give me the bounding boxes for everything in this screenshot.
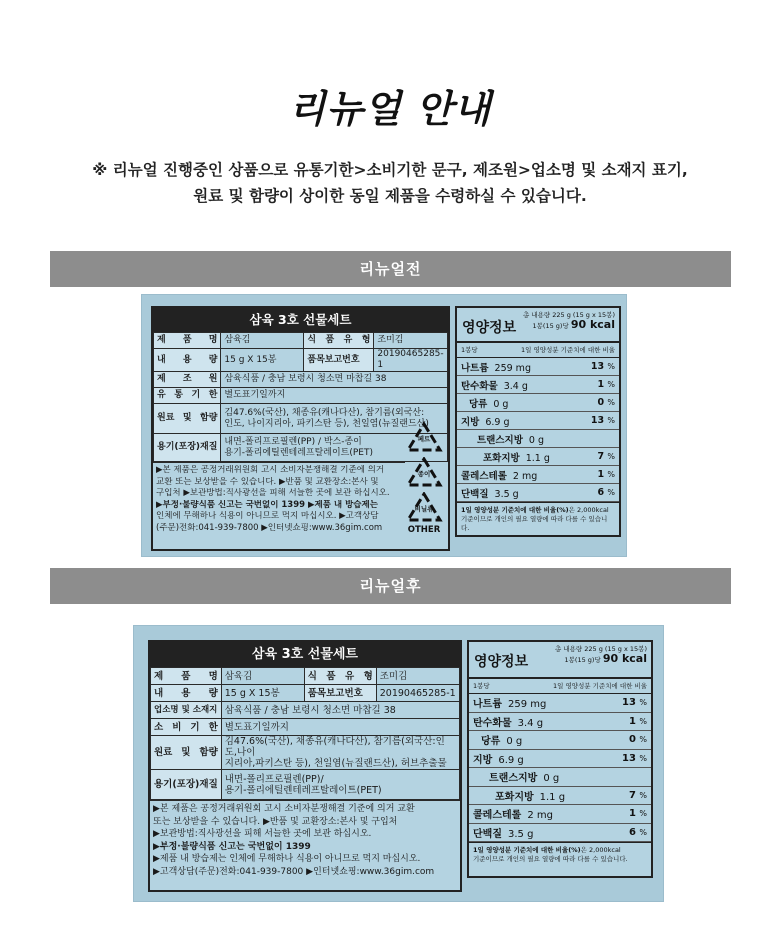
nutrient-name: 단백질: [461, 488, 489, 500]
nutrient-name: 트랜스지방: [489, 773, 538, 785]
spec-value: [221, 736, 459, 770]
serving-prefix: 1봉(15 g)당: [532, 322, 569, 330]
percent-value: 1: [628, 808, 636, 820]
nutrient-percent: [597, 469, 615, 480]
nutrient-row: [469, 787, 651, 806]
nutrient-amount: 3.4 g: [503, 380, 528, 392]
percent-value: 13: [621, 752, 636, 764]
note-line: 구입처 ▶보관방법:직사광선을 피해 서늘한 곳에 보관 하십시오.: [156, 488, 390, 498]
nutrient-name: 콜레스테롤: [473, 810, 522, 822]
nutrition-facts: [467, 640, 653, 878]
nutrient-amount: 2 mg: [512, 470, 538, 482]
nutrient-left: [477, 432, 544, 446]
nutrition-serving: [555, 654, 647, 665]
nutrient-left: [473, 714, 543, 729]
nutrient-name: 지방: [473, 754, 493, 766]
nutrient-name: 콜레스테롤: [461, 470, 507, 482]
foot-rest: 은 2,000kcal: [568, 506, 609, 514]
nutrition-serving: [523, 320, 615, 331]
section-bar-after: 리뉴얼후: [50, 568, 731, 604]
nutrient-percent: [622, 697, 647, 708]
spec-label: 소 비 기 한: [151, 719, 222, 736]
nutrition-title: 영양정보: [474, 654, 529, 670]
ingredients-line: 김47.6%(국산), 채종유(캐나다산), 참기름(외국산:인도,나이: [224, 736, 445, 758]
spec-label: 내 용 량: [154, 349, 221, 372]
nutrient-percent: [591, 361, 615, 372]
note-line: 또는 보상받을 수 있습니다. ▶반품 및 교환장소:본사 및 구입처: [153, 816, 398, 827]
foot-line: 기준이므로 개인의 필요 열량에 따라 다를 수 있습니다.: [473, 855, 628, 863]
nutrient-left: [461, 360, 531, 374]
percent-unit: %: [607, 488, 615, 497]
product-spec-box: [148, 640, 462, 892]
foot-rest: 은 2,000kcal: [580, 846, 621, 854]
nutrient-name: 트랜스지방: [477, 434, 523, 446]
nutrient-left: [461, 486, 519, 500]
spec-value: 20190465285-1: [374, 349, 448, 372]
nutrient-amount: 0 g: [493, 398, 509, 410]
nutrient-left: [461, 468, 537, 482]
ingredients-line: 인도, 나이지리아, 파키스탄 등), 천일염(뉴질랜드산): [224, 418, 429, 429]
nutrient-row: [457, 412, 619, 430]
label-after-renewal: [133, 625, 664, 902]
percent-value: 13: [590, 415, 605, 426]
spec-label: 업소명 및 소재지: [151, 702, 222, 719]
spec-label: 품목보고번호: [304, 349, 374, 372]
foot-line: [473, 846, 647, 855]
percent-value: 6: [628, 826, 636, 838]
per-desc: 1일 영양성분 기준치에 대한 비율: [520, 346, 615, 354]
recycle-marks: [404, 419, 444, 535]
spec-value: 조미김: [374, 333, 448, 349]
nutrient-amount: 6.9 g: [485, 416, 510, 428]
nutrient-amount: 3.5 g: [494, 488, 519, 500]
nutrition-total: 총 내용량 225 g (15 g x 15봉): [523, 311, 615, 319]
percent-value: 1: [597, 379, 605, 390]
nutrient-row: [457, 448, 619, 466]
percent-unit: %: [639, 827, 647, 837]
product-spec-box: [151, 306, 450, 551]
spec-value: [221, 770, 459, 800]
spec-label: 품목보고번호: [304, 685, 376, 702]
spec-label: 용기(포장)재질: [151, 770, 222, 800]
nutrient-name: 단백질: [473, 828, 502, 840]
note-line: ▶본 제품은 공정거래위원회 고시 소비자분쟁해결 기준에 의거: [156, 465, 385, 475]
nutrient-amount: 3.4 g: [517, 717, 544, 729]
recycle-paper-icon: [404, 457, 444, 489]
nutrition-facts: [455, 306, 621, 537]
spec-label: 원료 및 함량: [154, 404, 221, 434]
nutrient-amount: 0 g: [528, 434, 544, 446]
label-before-renewal: [141, 294, 627, 557]
spec-label: 유 통 기 한: [154, 388, 221, 404]
nutrient-amount: 0 g: [506, 736, 523, 748]
nutrient-row: [457, 484, 619, 502]
percent-value: 0: [597, 397, 605, 408]
nutrient-amount: 6.9 g: [498, 754, 524, 766]
percent-value: 1: [597, 469, 605, 480]
nutrient-percent: [629, 790, 647, 801]
nutrient-percent: [629, 808, 647, 819]
section-bar-before: 리뉴얼전: [50, 251, 731, 287]
percent-unit: %: [639, 809, 647, 819]
nutrient-left: [483, 450, 550, 464]
recycle-pet-icon: [404, 422, 444, 454]
percent-unit: %: [607, 470, 615, 479]
foot-line: [461, 506, 615, 515]
nutrient-percent: [629, 734, 647, 745]
spec-value: 15 g X 15봉: [221, 685, 304, 702]
nutrient-name: 당류: [481, 736, 501, 748]
spec-value: 조미김: [376, 668, 459, 685]
nutrition-subheader: [469, 679, 651, 694]
per-label: 1봉당: [461, 346, 478, 354]
spec-table: [150, 667, 460, 800]
spec-value: 삼육식품 / 충남 보령시 청소면 마찹길 38: [221, 702, 459, 719]
nutrient-name: 나트륨: [473, 699, 502, 711]
packaging-line: 내면-폴리프로필렌(PP) / 박스-종이: [224, 436, 362, 447]
nutrient-left: [473, 751, 524, 766]
note-line: ▶제품 내 방습제는 인체에 무해하나 식용이 아니므로 먹지 마십시오.: [153, 854, 421, 864]
nutrient-left: [461, 378, 528, 392]
nutrient-row: [469, 750, 651, 769]
spec-label: 식 품 유 형: [304, 668, 376, 685]
nutrition-footnote: [469, 842, 651, 867]
nutrient-amount: 259 mg: [507, 699, 547, 711]
note-line: 인체에 무해하나 식용이 아니므로 먹지 마십시오. ▶고객상담: [156, 511, 379, 521]
nutrient-left: [469, 396, 508, 410]
nutrient-row: [457, 430, 619, 448]
nutrient-row: [469, 694, 651, 713]
notes-block: [150, 800, 460, 880]
percent-value: 13: [621, 697, 636, 709]
product-title: 삼육 3호 선물세트: [153, 308, 448, 332]
packaging-line: 용기-폴리에틸렌테레프탈레이트(PET): [224, 784, 382, 796]
nutrient-row: [469, 713, 651, 732]
notice-line-2: 원료 및 함량이 상이한 동일 제품을 수령하실 수 있습니다.: [193, 187, 587, 205]
note-line: ▶고객상담(주문)전화:041-939-7800 ▶인터넷쇼핑:www.36gim.com: [153, 866, 435, 877]
spec-value: 삼육식품 / 충남 보령시 청소면 마찹길 38: [221, 372, 448, 388]
recycle-label: 종이: [417, 470, 431, 478]
nutrition-header: [457, 308, 619, 343]
percent-value: 1: [628, 715, 636, 727]
product-title: 삼육 3호 선물세트: [150, 642, 460, 667]
recycle-label: 페트: [417, 435, 431, 443]
nutrient-percent: [629, 827, 647, 838]
nutrient-row: [469, 731, 651, 750]
nutrient-left: [473, 806, 553, 821]
recycle-other-label: OTHER: [407, 525, 441, 535]
nutrient-percent: [591, 415, 615, 426]
nutrient-left: [481, 732, 522, 747]
nutrient-row: [457, 394, 619, 412]
nutrient-name: 탄수화물: [461, 380, 498, 392]
kcal-value: 90 kcal: [602, 652, 647, 665]
nutrition-header: [469, 642, 651, 679]
nutrient-row: [457, 358, 619, 376]
notes-block: [153, 462, 405, 536]
nutrient-name: 포화지방: [483, 452, 520, 464]
page-title: 리뉴얼 안내: [288, 87, 492, 131]
nutrition-meta: [523, 311, 615, 331]
ingredients-line: 지리아,파키스탄 등), 천일염(뉴질랜드산), 허브추출물: [224, 758, 447, 769]
recycle-vinyl-icon: [404, 492, 444, 524]
nutrient-percent: [597, 451, 615, 462]
percent-value: 13: [590, 361, 605, 372]
percent-unit: %: [639, 698, 647, 708]
percent-unit: %: [639, 735, 647, 745]
nutrient-left: [473, 825, 533, 840]
spec-label: 제 품 명: [151, 668, 222, 685]
packaging-line: 내면-폴리프로필렌(PP)/: [224, 773, 324, 785]
nutrient-amount: 3.5 g: [507, 828, 534, 840]
nutrient-percent: [622, 753, 647, 764]
foot-bold: 1일 영양성분 기준치에 대한 비율(%): [461, 506, 569, 514]
per-label: 1봉당: [473, 682, 490, 690]
kcal-value: 90 kcal: [570, 318, 615, 331]
percent-unit: %: [639, 790, 647, 800]
recycle-label: 비닐류: [414, 505, 434, 513]
percent-unit: %: [607, 380, 615, 389]
notice-line-1: ※ 리뉴얼 진행중인 상품으로 유통기한>소비기한 문구, 제조원>업소명 및 소재지 표기,: [92, 161, 688, 179]
note-line: 교환 또는 보상받을 수 있습니다. ▶반품 및 교환장소:본사 및: [156, 476, 379, 487]
spec-value: 삼육김: [221, 668, 304, 685]
nutrient-name: 탄수화물: [473, 717, 512, 729]
nutrition-footnote: [457, 502, 619, 536]
nutrient-amount: 1.1 g: [525, 452, 550, 464]
spec-value: 삼육김: [221, 333, 304, 349]
spec-label: 내 용 량: [151, 685, 222, 702]
percent-unit: %: [607, 362, 615, 371]
nutrient-percent: [597, 487, 615, 498]
nutrient-left: [461, 414, 510, 428]
nutrient-name: 당류: [469, 398, 488, 410]
note-line: (주문)전화:041-939-7800 ▶인터넷쇼핑:www.36gim.com: [156, 522, 383, 533]
percent-value: 7: [628, 789, 636, 801]
nutrient-percent: [629, 716, 647, 727]
packaging-line: 용기-폴리에틸렌테레프탈레이트(PET): [224, 447, 374, 458]
nutrient-row: [457, 466, 619, 484]
percent-unit: %: [639, 716, 647, 726]
nutrition-title: 영양정보: [462, 320, 517, 336]
nutrition-subheader: [457, 343, 619, 358]
spec-value: 15 g X 15봉: [221, 349, 304, 372]
spec-label: 용기(포장)재질: [154, 434, 221, 462]
percent-value: 0: [628, 734, 636, 746]
nutrient-amount: 259 mg: [494, 362, 531, 374]
percent-unit: %: [607, 452, 615, 461]
note-line: ▶부정·불량식품 신고는 국번없이 1399 ▶제품 내 방습제는: [156, 499, 378, 510]
nutrient-name: 지방: [461, 416, 480, 428]
nutrient-left: [473, 695, 546, 710]
nutrient-row: [469, 805, 651, 824]
foot-line: 기준이므로 개인의 필요 열량에 따라 다를 수 있습니다.: [461, 515, 608, 532]
foot-bold: 1일 영양성분 기준치에 대한 비율(%): [473, 846, 581, 854]
ingredients-line: 김47.6%(국산), 채종유(캐나다산), 참기름(외국산:: [224, 407, 425, 418]
spec-label: 원료 및 함량: [151, 736, 222, 770]
note-line: ▶보관방법:직사광선을 피해 서늘한 곳에 보관 하십시오.: [153, 829, 372, 839]
nutrient-left: [489, 769, 559, 784]
nutrient-amount: 2 mg: [527, 810, 553, 822]
nutrient-row: [469, 768, 651, 787]
percent-unit: %: [607, 416, 615, 425]
per-desc: 1일 영양성분 기준치에 대한 비율: [552, 682, 647, 690]
spec-label: 식 품 유 형: [304, 333, 374, 349]
spec-value: 별도표기일까지: [221, 388, 448, 404]
note-line: ▶부정·불량식품 신고는 국번없이 1399: [153, 841, 311, 852]
percent-unit: %: [639, 753, 647, 763]
serving-prefix: 1봉(15 g)당: [564, 656, 601, 664]
nutrient-percent: [597, 379, 615, 390]
nutrient-amount: 1.1 g: [539, 791, 566, 803]
nutrient-amount: 0 g: [543, 773, 560, 785]
nutrient-percent: [597, 397, 615, 408]
nutrient-name: 나트륨: [461, 362, 489, 374]
note-line: ▶본 제품은 공정거래위원회 고시 소비자분쟁해결 기준에 의거 교환: [153, 804, 415, 814]
nutrient-row: [469, 824, 651, 843]
nutrient-name: 포화지방: [495, 791, 534, 803]
nutrient-row: [457, 376, 619, 394]
percent-value: 6: [597, 487, 605, 498]
spec-value: 20190465285-1: [376, 685, 459, 702]
percent-value: 7: [597, 451, 605, 462]
spec-value: 별도표기일까지: [221, 719, 459, 736]
nutrient-left: [495, 788, 565, 803]
nutrition-meta: [555, 645, 647, 665]
percent-unit: %: [607, 398, 615, 407]
renewal-notice: [0, 157, 780, 209]
spec-label: 제 조 원: [154, 372, 221, 388]
nutrition-total: 총 내용량 225 g (15 g x 15봉): [555, 645, 647, 653]
spec-label: 제 품 명: [154, 333, 221, 349]
